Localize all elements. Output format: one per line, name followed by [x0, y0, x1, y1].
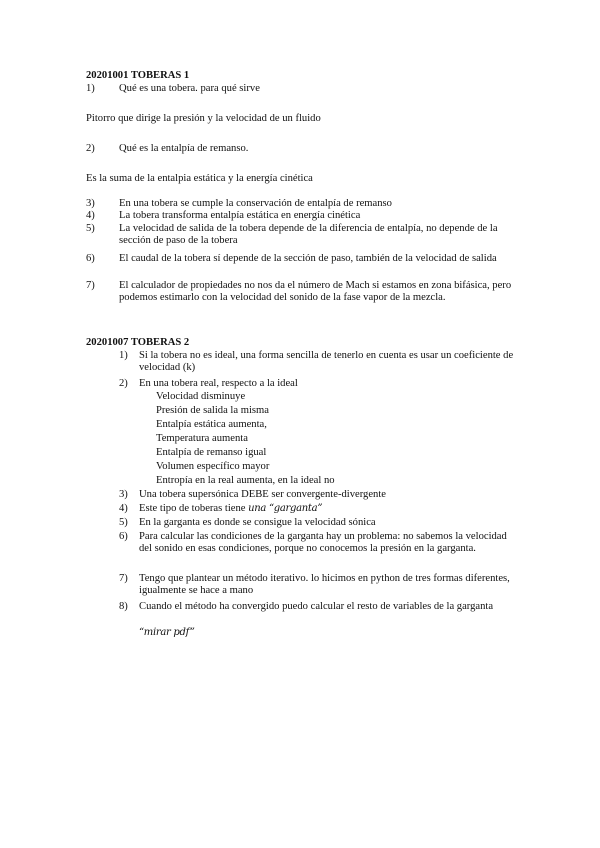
list-item-number: 6) — [119, 531, 128, 542]
list-item — [86, 223, 526, 248]
list-item-number: 3) — [86, 198, 95, 209]
sub-item: Volumen específico mayor — [156, 461, 270, 472]
sub-item: Entalpía estática aumenta, — [156, 419, 267, 430]
list-item — [119, 503, 519, 515]
list-item-text: En una tobera se cumple la conservación de entalpía de remanso — [119, 198, 392, 209]
sub-item: Entalpía de remanso igual — [156, 447, 267, 458]
list-item-number: 5) — [86, 223, 95, 234]
answer-1: Pitorro que dirige la presión y la velocidad de un fluido — [86, 113, 321, 124]
list-item-number: 2) — [119, 378, 128, 389]
list-item-number: 6) — [86, 253, 95, 264]
list-item — [119, 489, 519, 501]
list-item-number: 4) — [119, 503, 128, 514]
list-item-text: El caudal de la tobera sí depende de la sección de paso, también de la velocidad de salida — [119, 253, 497, 264]
sub-item: Presión de salida la misma — [156, 405, 269, 416]
list-item — [119, 350, 519, 375]
list-item-number: 7) — [119, 573, 128, 584]
list-item-text: Para calcular las condiciones de la garganta hay un problema: no sabemos la velocidad del sonido en esas condiciones, porque no conocemos la presión en la garganta. — [139, 531, 507, 555]
list-item-text: Si la tobera no es ideal, una forma sencilla de tenerlo en cuenta es usar un coeficiente de velocidad (k) — [139, 350, 514, 374]
question-1 — [86, 83, 526, 95]
list-item — [119, 517, 519, 529]
section1-title: 20201001 TOBERAS 1 — [86, 70, 190, 81]
list-item — [86, 210, 526, 222]
question-1-text: Qué es una tobera. para qué sirve — [119, 83, 260, 94]
list-item-number: 5) — [119, 517, 128, 528]
list-item-number: 1) — [119, 350, 128, 361]
list-item — [86, 198, 526, 210]
handwritten-note: “mirar pdf” — [139, 627, 195, 638]
list-item-number: 4) — [86, 210, 95, 221]
list-item-text: Cuando el método ha convergido puedo calcular el resto de variables de la garganta — [139, 601, 494, 612]
list-item-text: Una tobera supersónica DEBE ser convergente-divergente — [139, 489, 386, 500]
list-item — [86, 280, 526, 305]
list-item-text — [139, 503, 519, 515]
handwritten-annotation: una “garganta” — [248, 503, 323, 514]
list-item-text: La tobera transforma entalpía estática en energía cinética — [119, 210, 361, 221]
question-1-number: 1) — [86, 83, 95, 94]
list-item — [119, 378, 519, 390]
section2-title: 20201007 TOBERAS 2 — [86, 337, 190, 348]
list-item — [119, 601, 519, 613]
list-item-number: 7) — [86, 280, 95, 291]
list-item-number: 3) — [119, 489, 128, 500]
list-item-text: La velocidad de salida de la tobera depende de la diferencia de entalpía, no depende de la sección de paso de la tobera — [119, 223, 498, 247]
list-item-text: En la garganta es donde se consigue la velocidad sónica — [139, 517, 376, 528]
list-item — [86, 253, 526, 265]
sub-item: Velocidad disminuye — [156, 391, 246, 402]
question-2 — [86, 143, 526, 155]
list-item-text: El calculador de propiedades no nos da el número de Mach si estamos en zona bifásica, pero podemos estimarlo con la velocidad del sonido de la fase vapor de la mezcla. — [119, 280, 512, 304]
list-item-typed-text: Este tipo de toberas tiene — [139, 503, 246, 514]
answer-2: Es la suma de la entalpia estática y la energía cinética — [86, 173, 313, 184]
sub-item: Temperatura aumenta — [156, 433, 248, 444]
list-item-text: En una tobera real, respecto a la ideal — [139, 378, 298, 389]
list-item — [119, 573, 519, 598]
sub-item: Entropía en la real aumenta, en la ideal no — [156, 475, 335, 486]
list-item-number: 8) — [119, 601, 128, 612]
question-2-text: Qué es la entalpía de remanso. — [119, 143, 249, 154]
list-item — [119, 531, 519, 556]
list-item-text: Tengo que plantear un método iterativo. lo hicimos en python de tres formas diferentes, igualmente se hace a mano — [139, 573, 510, 597]
question-2-number: 2) — [86, 143, 95, 154]
